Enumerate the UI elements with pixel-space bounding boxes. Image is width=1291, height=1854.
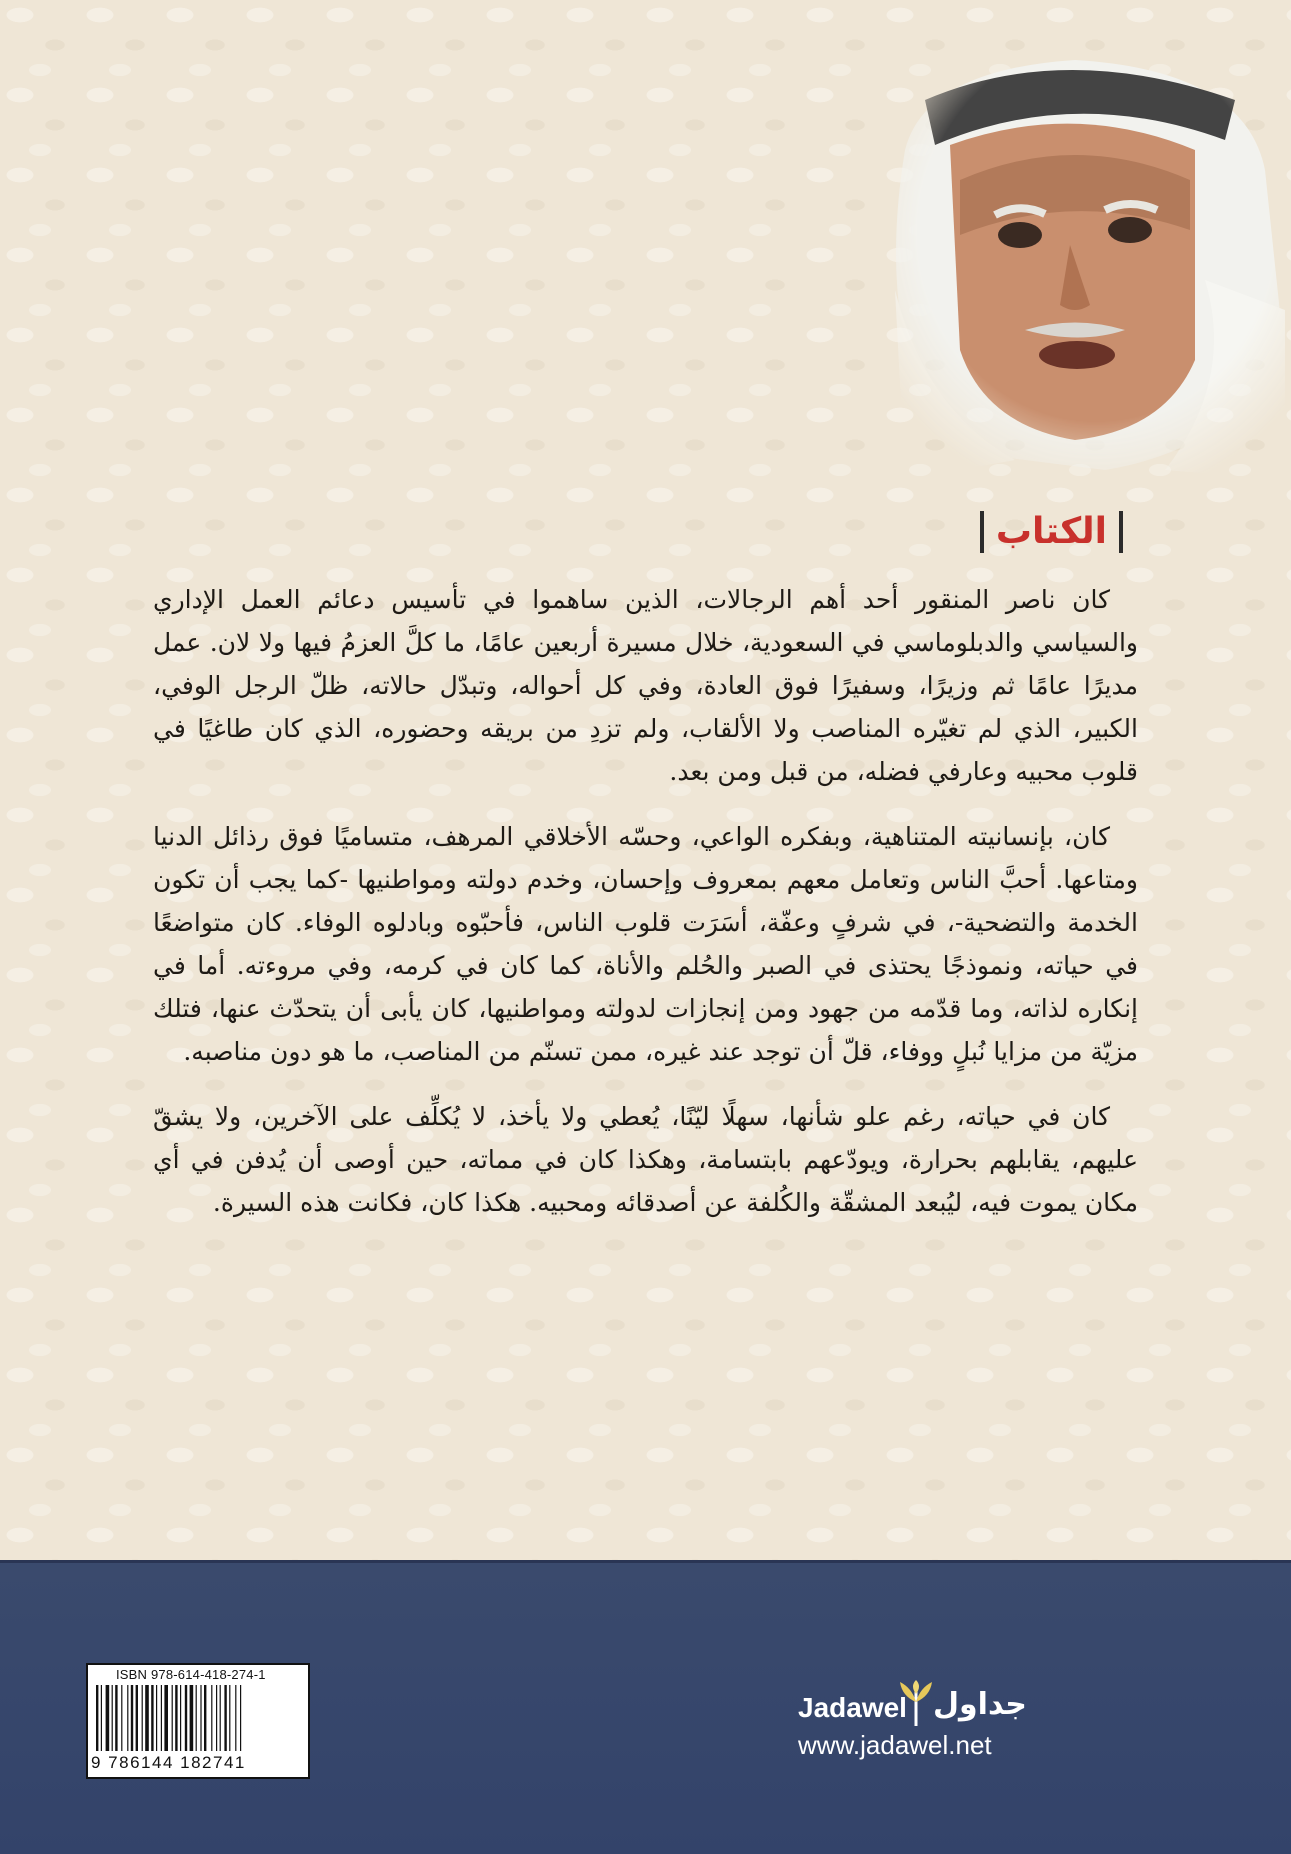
- section-title: الكتاب: [995, 511, 1107, 552]
- section-heading: [980, 502, 1123, 562]
- wheat-stalk-icon: [898, 1680, 934, 1726]
- publisher-name-latin: Jadawel: [798, 1692, 907, 1723]
- barcode-digits: 9 786144 182741: [91, 1753, 246, 1772]
- paragraph-2: كان، بإنسانيته المتناهية، وبفكره الواعي، وحسّه الأخلاقي المرهف، متساميًا فوق رذائل الدنيا ومتاعها. أحبَّ الناس وتعامل معهم بمعروف وإحسان، وخدم دولته ومواطنيها -كما يجب أن تكون الخدمة والتضحية-، في شرفٍ وعفّة، أسَرَت قلوب الناس، فأحبّوه وبادلوه الوفاء. كان متواضعًا في حياته، ونموذجًا يحتذى في الصبر والحُلم والأناة، كما كان في كرمه، وفي مروءته. أما في إنكاره لذاته، وما قدّمه من جهود ومن إنجازات لدولته ومواطنيها، كان يأبى أن يتحدّث عنها، فتلك مزيّة من مزايا نُبلٍ ووفاء، قلّ أن توجد عند غيره، ممن تسنّم من المناصب، ما هو دون مناصبه.: [153, 822, 1138, 1066]
- barcode-bars-icon: [94, 1685, 302, 1753]
- author-portrait: [865, 30, 1285, 480]
- paragraph-3: كان في حياته، رغم علو شأنها، سهلًا ليّنًا، يُعطي ولا يأخذ، لا يُكلِّف على الآخرين، ولا يشقّ عليهم، يقابلهم بحرارة، ويودّعهم بابتسامة، وهكذا كان في مماته، حين أوصى أن يُدفن في أي مكان يموت فيه، ليُبعد المشقّة والكُلفة عن أصدقائه ومحبيه. هكذا كان، فكانت هذه السيرة.: [153, 1102, 1138, 1217]
- isbn-label: ISBN 978-614-418-274-1: [116, 1667, 266, 1682]
- heading-bar-left: [980, 511, 984, 553]
- paragraph-1: كان ناصر المنقور أحد أهم الرجالات، الذين ساهموا في تأسيس دعائم العمل الإداري والسياسي والدبلوماسي في السعودية، خلال مسيرة أربعين عامًا، ما كلَّ العزمُ فيها ولا لان. عمل مديرًا عامًا ثم وزيرًا، وسفيرًا فوق العادة، وفي كل أحواله، وتبدّل حالاته، ظلّ الرجل الوفي، الكبير، الذي لم تغيّره المناصب ولا الألقاب، ولم تزدِ من بريقه وحضوره، الذي كان طاغيًا في قلوب محبيه وعارفي فضله، من قبل ومن بعد.: [153, 585, 1138, 786]
- heading-bar-right: [1119, 511, 1123, 553]
- publisher-logo: [770, 1682, 1070, 1762]
- publisher-url: www.jadawel.net: [798, 1730, 992, 1760]
- book-description: [153, 578, 1138, 1246]
- publisher-name-arabic: جداول: [933, 1687, 1027, 1722]
- isbn-barcode: [86, 1663, 310, 1779]
- bottom-band: [0, 1560, 1291, 1854]
